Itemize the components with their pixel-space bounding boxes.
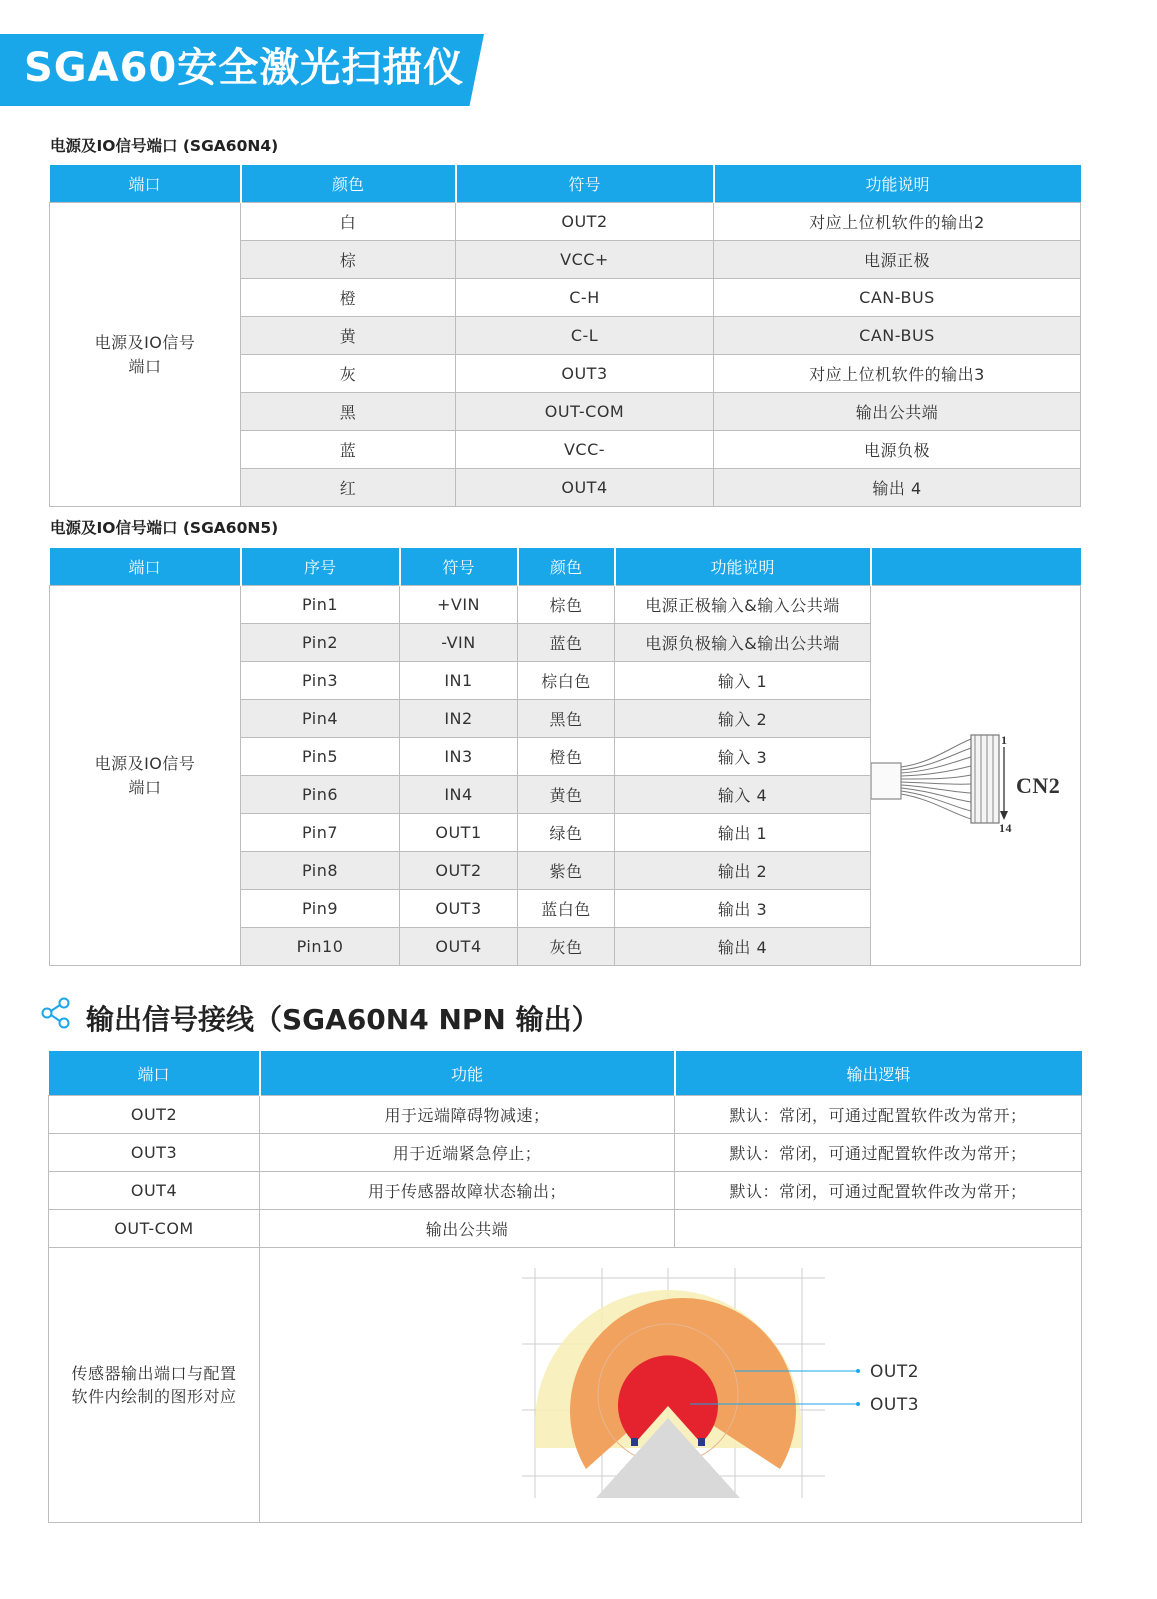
cn2-connector-illustration [871,587,1081,965]
table-row [50,203,1081,241]
logic-cell: 默认：常闭，可通过配置软件改为常开； [675,1096,1082,1134]
port-cell: OUT3 [49,1134,260,1172]
func-cell: 用于传感器故障状态输出； [260,1172,675,1210]
color-cell: 黑 [241,393,456,431]
func-cell: 用于近端紧急停止； [260,1134,675,1172]
color-cell: 白 [241,203,456,241]
symbol-cell: OUT2 [456,203,714,241]
port-cell: OUT2 [49,1096,260,1134]
header-cell: 序号 [241,548,400,586]
desc-cell: CAN-BUS [714,317,1081,355]
symbol-cell: VCC- [456,431,714,469]
scan-zone-diagram [260,1248,1082,1522]
pin-cell: Pin9 [241,890,400,928]
desc-cell: 电源负极输入&输出公共端 [615,624,871,662]
logic-cell: 默认：常闭，可通过配置软件改为常开； [675,1134,1082,1172]
symbol-cell: C-L [456,317,714,355]
color-cell: 橙色 [518,738,615,776]
symbol-cell: OUT4 [456,469,714,507]
table-row [50,586,1081,624]
color-cell: 棕 [241,241,456,279]
table-header [50,165,1081,203]
connector-image-cell [871,586,1081,966]
color-cell: 黑色 [518,700,615,738]
desc-cell: 输出 1 [615,814,871,852]
header-cell: 端口 [50,165,241,203]
desc-cell: 输出 2 [615,852,871,890]
desc-cell: 输入 1 [615,662,871,700]
desc-cell: 输入 4 [615,776,871,814]
color-cell: 棕白色 [518,662,615,700]
desc-cell: 输出公共端 [714,393,1081,431]
header-cell [871,548,1081,586]
table-output [48,1051,1082,1523]
color-cell: 黄 [241,317,456,355]
desc-cell: 电源负极 [714,431,1081,469]
symbol-cell: IN2 [400,700,518,738]
symbol-cell: OUT1 [400,814,518,852]
logic-cell: 默认：常闭，可通过配置软件改为常开； [675,1172,1082,1210]
pin-cell: Pin7 [241,814,400,852]
symbol-cell: IN4 [400,776,518,814]
table-row [49,1134,1082,1172]
diagram-cell [260,1248,1082,1523]
header-cell: 颜色 [241,165,456,203]
table-row [49,1172,1082,1210]
desc-cell: 电源正极 [714,241,1081,279]
leader-out3-dot [856,1402,860,1406]
symbol-cell: OUT3 [400,890,518,928]
port-cell: OUT4 [49,1172,260,1210]
symbol-cell: IN3 [400,738,518,776]
header-cell: 功能说明 [714,165,1081,203]
section-label-n4: 电源及IO信号端口 (SGA60N4) [50,137,279,155]
diagram-label-cell [49,1248,260,1523]
port-cell [50,586,241,966]
pin-cell: Pin8 [241,852,400,890]
color-cell: 橙 [241,279,456,317]
pin-cell: Pin2 [241,624,400,662]
color-cell: 蓝色 [518,624,615,662]
pin-cell: Pin4 [241,700,400,738]
color-cell: 黄色 [518,776,615,814]
diagram-label: 传感器输出端口与配置软件内绘制的图形对应 [71,1364,237,1406]
desc-cell: 输出 4 [714,469,1081,507]
header-cell: 端口 [49,1051,260,1096]
color-cell: 蓝 [241,431,456,469]
pin-cell: Pin10 [241,928,400,966]
color-cell: 灰 [241,355,456,393]
header-cell: 功能说明 [615,548,871,586]
share-icon [40,997,72,1029]
label-out3: OUT3 [870,1395,920,1415]
color-cell: 棕色 [518,586,615,624]
header-cell: 端口 [50,548,241,586]
marker-right [698,1438,705,1446]
port-label: 电源及IO信号端口 [94,332,196,376]
header-cell: 功能 [260,1051,675,1096]
color-cell: 红 [241,469,456,507]
func-cell: 用于远端障碍物减速； [260,1096,675,1134]
page-title: SGA60安全激光扫描仪 [24,45,465,91]
color-cell: 紫色 [518,852,615,890]
symbol-cell: OUT-COM [456,393,714,431]
section-label-n5: 电源及IO信号端口 (SGA60N5) [50,519,279,537]
table-row [49,1096,1082,1134]
desc-cell: 输出 4 [615,928,871,966]
header-cell: 符号 [456,165,714,203]
pin-cell: Pin1 [241,586,400,624]
cn2-pin-last: 14 [999,820,1012,835]
cn2-pin-first: 1 [1001,732,1008,747]
header-cell: 符号 [400,548,518,586]
symbol-cell: VCC+ [456,241,714,279]
desc-cell: 电源正极输入&输入公共端 [615,586,871,624]
table-n4 [49,165,1081,507]
color-cell: 灰色 [518,928,615,966]
header-cell: 输出逻辑 [675,1051,1082,1096]
label-out2: OUT2 [870,1362,920,1382]
symbol-cell: OUT3 [456,355,714,393]
symbol-cell: -VIN [400,624,518,662]
desc-cell: 输入 2 [615,700,871,738]
port-cell [50,203,241,507]
symbol-cell: IN1 [400,662,518,700]
pin-cell: Pin5 [241,738,400,776]
logic-cell [675,1210,1082,1248]
symbol-cell: OUT2 [400,852,518,890]
table-n5 [49,548,1081,966]
table-row [49,1210,1082,1248]
desc-cell: 输出 3 [615,890,871,928]
symbol-cell: +VIN [400,586,518,624]
desc-cell: 输入 3 [615,738,871,776]
desc-cell: CAN-BUS [714,279,1081,317]
cn2-label: CN2 [1016,772,1061,798]
output-section-title: 输出信号接线（SGA60N4 NPN 输出） [86,1003,600,1036]
color-cell: 绿色 [518,814,615,852]
color-cell: 蓝白色 [518,890,615,928]
table-header [50,548,1081,586]
symbol-cell: C-H [456,279,714,317]
table-header [49,1051,1082,1096]
pin-cell: Pin6 [241,776,400,814]
pin-cell: Pin3 [241,662,400,700]
leader-out2-dot [856,1369,860,1373]
table-row [49,1248,1082,1523]
desc-cell: 对应上位机软件的输出2 [714,203,1081,241]
symbol-cell: OUT4 [400,928,518,966]
desc-cell: 对应上位机软件的输出3 [714,355,1081,393]
func-cell: 输出公共端 [260,1210,675,1248]
port-label: 电源及IO信号端口 [94,753,196,797]
port-cell: OUT-COM [49,1210,260,1248]
marker-left [631,1438,638,1446]
header-cell: 颜色 [518,548,615,586]
